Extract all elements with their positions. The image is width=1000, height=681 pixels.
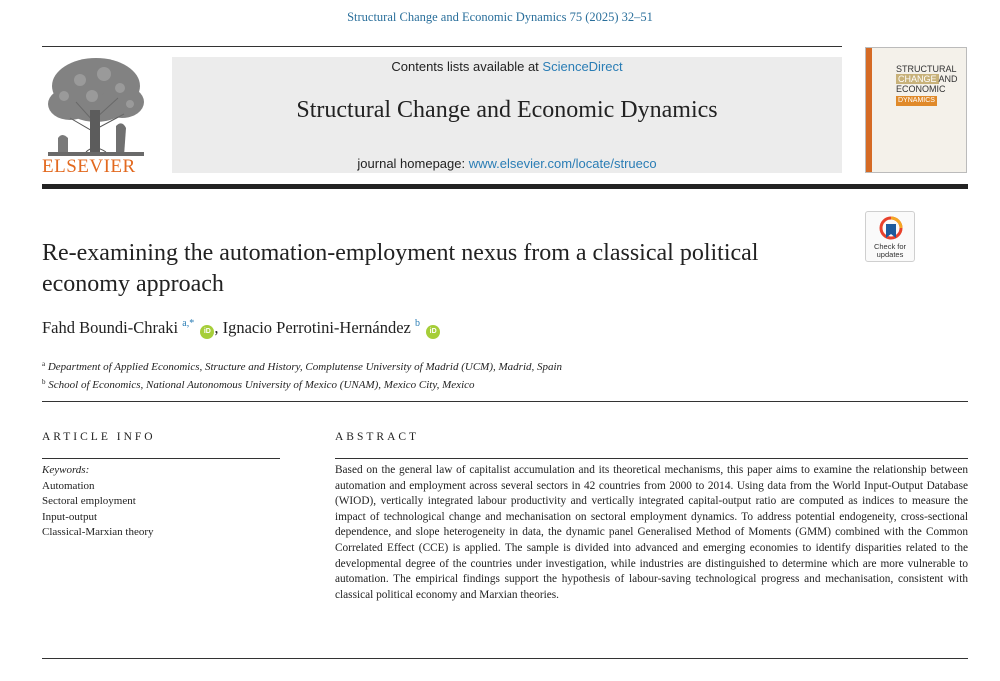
affiliation-item xyxy=(42,357,562,375)
author-affiliation-marker[interactable]: b xyxy=(415,318,420,329)
article-title: Re-examining the automation-employment nexus from a classical political economy approach xyxy=(42,240,759,297)
contents-line xyxy=(172,59,842,74)
article-info-heading: ARTICLE INFO xyxy=(42,431,156,443)
abstract-text: Based on the general law of capitalist accumulation and its theoretical mechanisms, this paper aims to examine the relationship between automation and employment across several sectors in 42 countries from 2000 to 2014. Using data from the World Input-Output Database (WIOD), vertically integrated labour productivity and vertically integrated capital-output ratio are computed as indices to measure the impact of technological change and mechanisation on sectoral employment dynamics. To address potential endogeneity, cross-sectional dependence, and slope heterogeneity in data, the dynamic panel Generalised Method of Moments (GMM) combined with the Common Correlated Effect (CCE) is applied. The sample is divided into advanced and emerging economies to identify disparities related to the developmental degree of the countries under investigation, while industries are distinguished to determine which are more vulnerable to automation. The empirical findings support the hypothesis of labour-saving technological progress and mechanisation, consistent with classical political economy and Marxian theories. xyxy=(335,464,968,601)
check-updates-label xyxy=(866,243,914,259)
affiliation-text: School of Economics, National Autonomous University of Mexico (UNAM), Mexico City, Mexico xyxy=(48,379,475,391)
cover-line-2b: AND xyxy=(938,74,958,84)
check-updates-icon xyxy=(879,216,903,242)
cover-spine-bar xyxy=(866,48,872,173)
author-separator: , xyxy=(214,318,219,337)
keyword-item: Automation xyxy=(42,479,95,492)
affiliation-text: Department of Applied Economics, Structure and History, Complutense University of Madrid (UCM), Madrid, Spain xyxy=(47,361,563,373)
cover-line-4: DYNAMICS xyxy=(898,97,935,104)
keyword-item: Sectoral employment xyxy=(42,495,136,507)
sciencedirect-link[interactable]: ScienceDirect xyxy=(542,59,623,74)
homepage-line xyxy=(172,156,842,171)
homepage-link[interactable]: www.elsevier.com/locate/strueco xyxy=(468,156,657,171)
author-affiliation-marker[interactable]: a,* xyxy=(182,318,195,329)
cover-line-3: ECONOMIC xyxy=(896,84,946,94)
check-for-updates-button[interactable] xyxy=(865,211,915,262)
contents-prefix: Contents lists available at xyxy=(391,59,539,74)
journal-cover-thumbnail[interactable] xyxy=(865,47,967,173)
journal-title: Structural Change and Economic Dynamics xyxy=(296,97,718,123)
journal-reference-link[interactable]: Structural Change and Economic Dynamics 75 (2025) 32–51 xyxy=(347,10,653,24)
cover-title xyxy=(896,64,958,106)
affiliation-item xyxy=(42,375,562,393)
article-info-rule xyxy=(42,458,280,459)
header-thick-rule xyxy=(42,184,968,189)
check-updates-line-2: updates xyxy=(876,250,904,259)
keywords-label: Keywords: xyxy=(42,464,90,476)
orcid-icon[interactable]: iD xyxy=(200,325,214,339)
keywords-block xyxy=(42,463,154,541)
header-rule xyxy=(42,46,842,47)
affiliation-marker: b xyxy=(42,378,46,386)
abstract-heading: ABSTRACT xyxy=(335,431,420,443)
author-name[interactable]: Fahd Boundi-Chraki xyxy=(42,318,179,337)
cover-line-1: STRUCTURAL xyxy=(896,64,957,74)
keyword-item: Input-output xyxy=(42,510,97,523)
section-rule xyxy=(42,401,968,402)
author-name[interactable]: Ignacio Perrotini-Hernández xyxy=(222,318,411,337)
author-list xyxy=(42,318,440,339)
affiliations xyxy=(42,357,562,393)
abstract-rule xyxy=(335,458,968,459)
affiliation-marker: a xyxy=(42,360,46,368)
check-updates-line-1: Check for xyxy=(873,242,907,251)
homepage-prefix: journal homepage: xyxy=(357,156,466,171)
bottom-rule xyxy=(42,658,968,659)
keyword-item: Classical-Marxian theory xyxy=(42,526,154,538)
elsevier-wordmark: ELSEVIER xyxy=(42,156,136,177)
cover-line-2a: CHANGE xyxy=(898,74,937,84)
orcid-icon[interactable]: iD xyxy=(426,325,440,339)
